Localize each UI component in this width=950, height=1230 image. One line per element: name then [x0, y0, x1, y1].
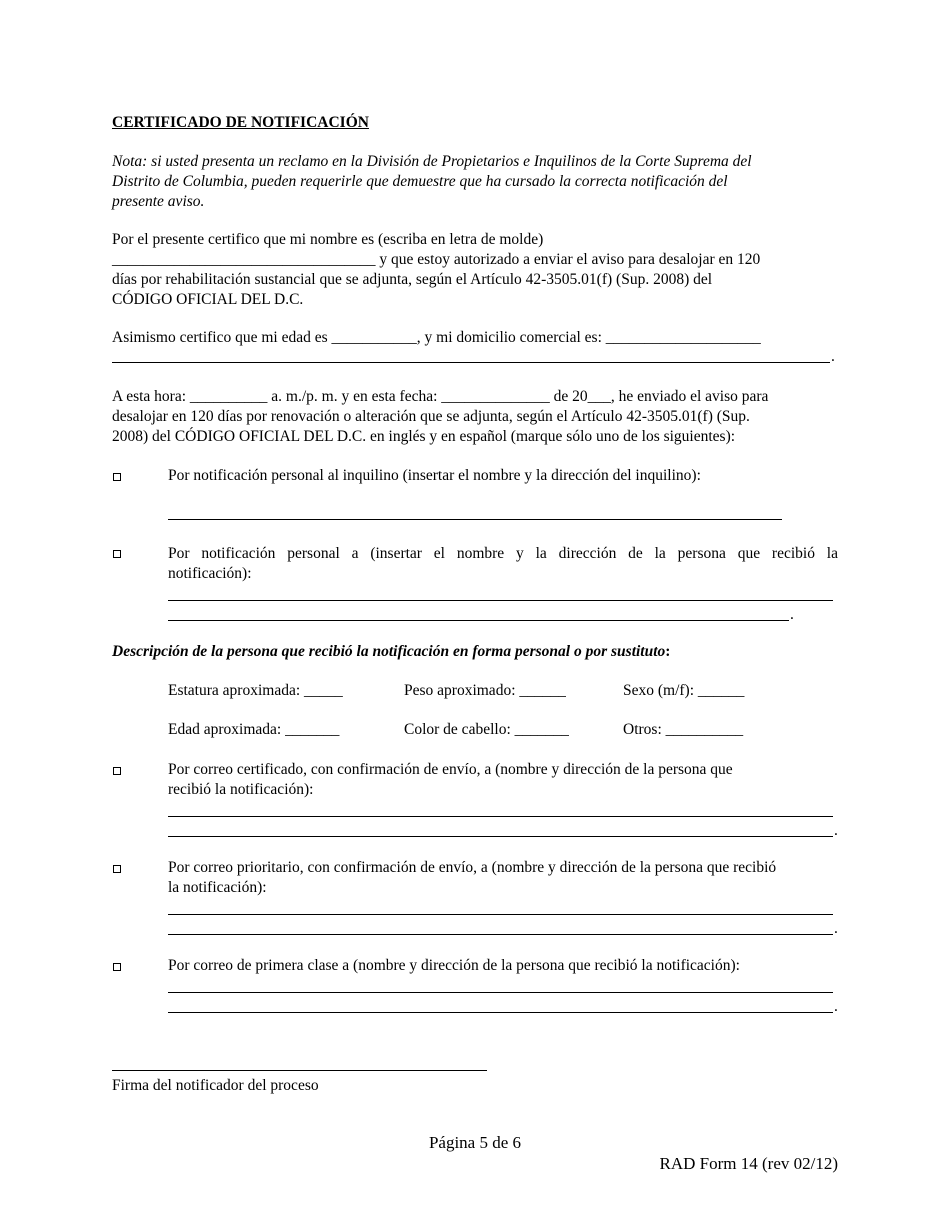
- option-personal-other: Por notificación personal a (insertar el nombre y la dirección de la persona que recibió la: [168, 545, 838, 562]
- description-heading-colon: :: [665, 643, 671, 660]
- field-height: Estatura aproximada: _____: [168, 682, 343, 699]
- blank-line: [168, 914, 833, 915]
- cert-time-line: A esta hora: __________ a. m./p. m. y en esta fecha: ______________ de 20___, he enviado el aviso para: [112, 388, 769, 405]
- note-line: Nota: si usted presenta un reclamo en la División de Propietarios e Inquilinos de la Corte Suprema del: [112, 153, 752, 170]
- blank-line: [168, 620, 789, 621]
- form-id: RAD Form 14 (rev 02/12): [659, 1154, 838, 1173]
- option-personal-other: notificación):: [168, 565, 252, 582]
- period: .: [834, 822, 838, 839]
- option-priority-mail: Por correo prioritario, con confirmación de envío, a (nombre y dirección de la persona que recibió: [168, 859, 777, 876]
- cert-age-line: Asimismo certifico que mi edad es ___________, y mi domicilio comercial es: ____________________: [112, 329, 761, 346]
- cert-time-line: desalojar en 120 días por renovación o alteración que se adjunta, según el Artículo 42-3505.01(f) (Sup.: [112, 408, 750, 425]
- blank-line: [168, 934, 833, 935]
- blank-line: [112, 362, 830, 363]
- field-other: Otros: __________: [623, 721, 744, 738]
- cert-name-line: días por rehabilitación sustancial que se adjunta, según el Artículo 42-3505.01(f) (Sup. 2008) del: [112, 271, 713, 288]
- checkbox-certified-mail[interactable]: [113, 767, 121, 775]
- note-line: presente aviso.: [112, 193, 205, 210]
- description-heading-text: Descripción de la persona que recibió la notificación en forma personal o por sustituto: [112, 643, 666, 660]
- option-certified-mail: recibió la notificación):: [168, 781, 314, 798]
- period: .: [831, 348, 835, 365]
- option-certified-mail: Por correo certificado, con confirmación de envío, a (nombre y dirección de la persona que: [168, 761, 733, 778]
- page-title: CERTIFICADO DE NOTIFICACIÓN: [112, 114, 369, 131]
- page-number: Página 5 de 6: [428, 1133, 522, 1152]
- period: .: [790, 606, 794, 623]
- signature-line[interactable]: [112, 1070, 487, 1071]
- description-heading: [112, 642, 670, 662]
- field-age: Edad aproximada: _______: [168, 721, 340, 738]
- field-hair-color: Color de cabello: _______: [404, 721, 569, 738]
- blank-line: [168, 519, 782, 520]
- checkbox-personal-tenant[interactable]: [113, 473, 121, 481]
- cert-time-line: 2008) del CÓDIGO OFICIAL DEL D.C. en inglés y en español (marque sólo uno de los siguientes):: [112, 428, 736, 445]
- blank-line: [168, 836, 833, 837]
- blank-line: [168, 600, 833, 601]
- checkbox-priority-mail[interactable]: [113, 865, 121, 873]
- note-line: Distrito de Columbia, pueden requerirle que demuestre que ha cursado la correcta notificación del: [112, 173, 728, 190]
- option-personal-tenant: Por notificación personal al inquilino (insertar el nombre y la dirección del inquilino):: [168, 467, 701, 484]
- blank-line: [168, 1012, 833, 1013]
- period: .: [834, 998, 838, 1015]
- option-first-class-mail: Por correo de primera clase a (nombre y dirección de la persona que recibió la notificación):: [168, 957, 740, 974]
- blank-line: [168, 816, 833, 817]
- cert-name-line: Por el presente certifico que mi nombre es (escriba en letra de molde): [112, 231, 544, 248]
- field-sex: Sexo (m/f): ______: [623, 682, 745, 699]
- signature-label: Firma del notificador del proceso: [112, 1077, 319, 1094]
- checkbox-personal-other[interactable]: [113, 550, 121, 558]
- period: .: [834, 920, 838, 937]
- cert-name-line: CÓDIGO OFICIAL DEL D.C.: [112, 291, 304, 308]
- checkbox-first-class-mail[interactable]: [113, 963, 121, 971]
- blank-line: [168, 992, 833, 993]
- option-priority-mail: la notificación):: [168, 879, 267, 896]
- field-weight: Peso aproximado: ______: [404, 682, 566, 699]
- cert-name-line: __________________________________ y que estoy autorizado a enviar el aviso para desalojar en 120: [112, 251, 761, 268]
